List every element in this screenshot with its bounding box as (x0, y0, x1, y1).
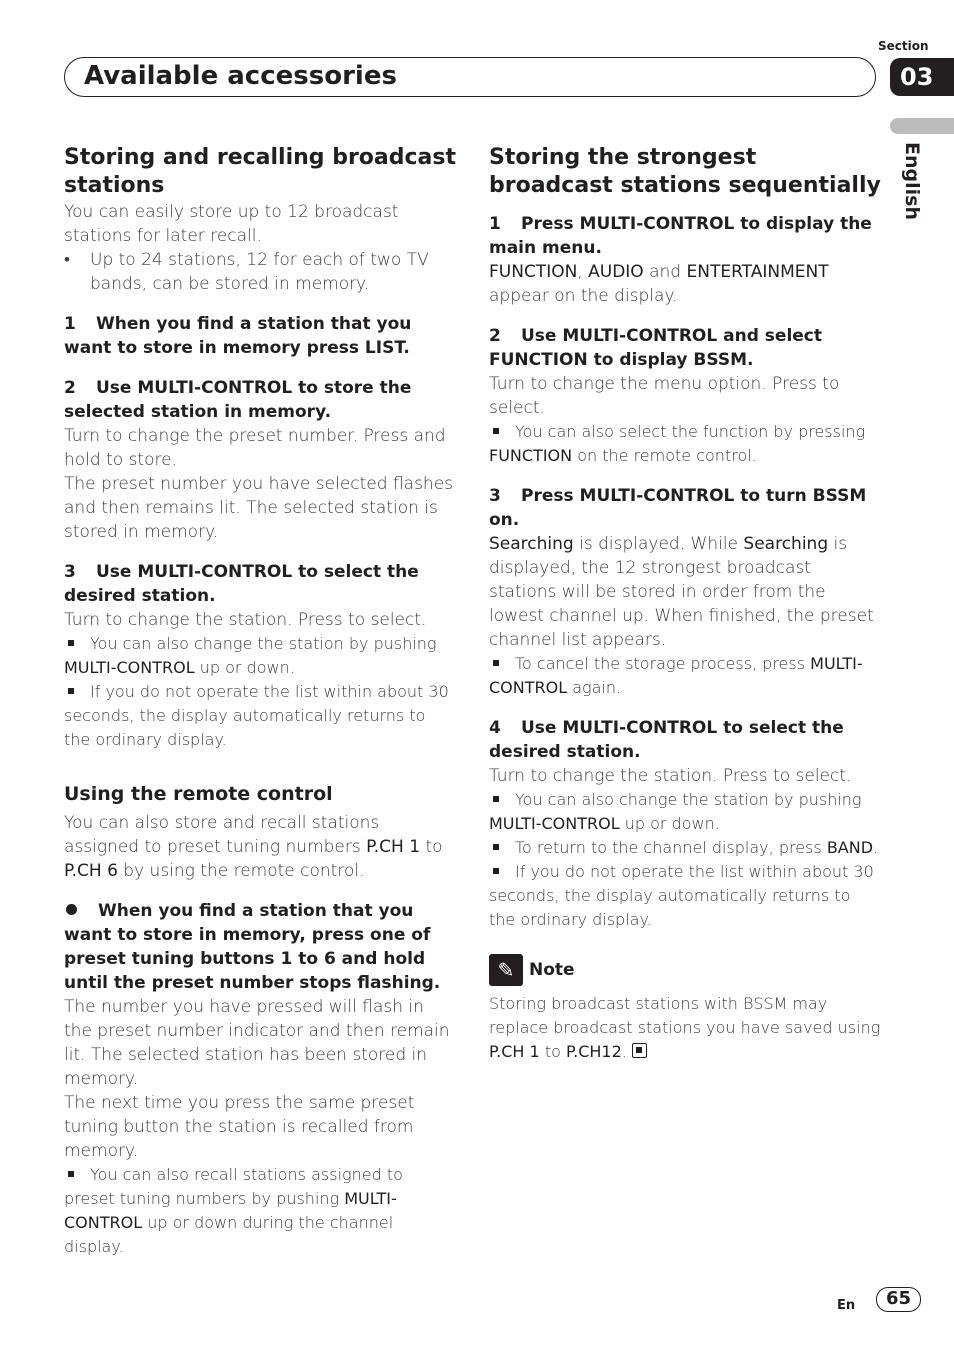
right-heading: Storing the strongest broadcast stations sequentially (489, 145, 881, 198)
square-bullet-icon (68, 688, 74, 694)
left-note-2: If you do not operate the list within about 30 seconds, the display automatically returns to the ordinary display. (64, 682, 449, 749)
left-bullet: • Up to 24 stations, 12 for each of two TV bands, can be stored in memory. (64, 248, 456, 296)
right-note-3: You can also change the station by pushing MULTI-CONTROL up or down. (489, 790, 862, 833)
right-step-4-text: Turn to change the station. Press to select. (489, 766, 852, 786)
right-note-4: To return to the channel display, press BAND. (489, 836, 881, 860)
language-label: English (901, 142, 923, 220)
left-note-3: You can also recall stations assigned to preset tuning numbers by pushing MULTI-CONTROL up or down during the channel display. (64, 1165, 403, 1256)
note-text: Storing broadcast stations with BSSM may replace broadcast stations you have saved using P.CH 1 to P.CH12. (489, 994, 881, 1061)
right-step-1-text: FUNCTION, AUDIO and ENTERTAINMENT appear on the display. (489, 262, 829, 306)
left-note-1: You can also change the station by pushing MULTI-CONTROL up or down. (64, 634, 437, 677)
right-note-1: You can also select the function by pressing FUNCTION on the remote control. (489, 422, 866, 465)
right-step-3-text: Searching is displayed. While Searching is displayed, the 12 strongest broadcast stations will be stored in order from the lowest channel up. When finished, the preset channel list appears. (489, 534, 874, 650)
left-step-2: 2 Use MULTI-CONTROL to store the selected station in memory. (64, 378, 412, 422)
square-bullet-icon (68, 640, 74, 646)
page-title: Available accessories (84, 61, 397, 91)
right-note-5: If you do not operate the list within about 30 seconds, the display automatically returns to the ordinary display. (489, 862, 874, 929)
left-step-2-text-1: Turn to change the preset number. Press and hold to store. (64, 426, 446, 470)
remote-text: You can also store and recall stations assigned to preset tuning numbers P.CH 1 to P.CH 6 by using the remote control. (64, 813, 443, 881)
left-step-1: 1 When you find a station that you want to store in memory press LIST. (64, 314, 412, 358)
language-tab (890, 118, 954, 134)
footer-language: En (837, 1298, 856, 1313)
remote-heading: Using the remote control (64, 783, 333, 805)
section-number-tab: 03 (890, 58, 954, 96)
left-step-3-text: Turn to change the station. Press to select. (64, 610, 427, 630)
square-bullet-icon (493, 660, 499, 666)
note-pencil-icon: ✎ (489, 954, 523, 986)
right-note-2: To cancel the storage process, press MULTI-CONTROL again. (489, 654, 863, 697)
left-dot-text-2: The next time you press the same preset tuning button the station is recalled from memory. (64, 1093, 415, 1161)
left-step-2-text-2: The preset number you have selected flashes and then remains lit. The selected station is stored in memory. (64, 474, 454, 542)
right-column (489, 144, 881, 1064)
left-heading: Storing and recalling broadcast stations (64, 145, 457, 198)
section-label: Section (878, 39, 929, 53)
end-mark-icon (632, 1043, 647, 1058)
page-number: 65 (876, 1287, 921, 1312)
square-bullet-icon (493, 844, 499, 850)
note-heading: ✎ Note (489, 954, 881, 986)
left-step-3: 3 Use MULTI-CONTROL to select the desired station. (64, 562, 419, 606)
bullet-dot-icon (66, 904, 77, 915)
square-bullet-icon (493, 428, 499, 434)
square-bullet-icon (493, 868, 499, 874)
left-dot-step: When you find a station that you want to store in memory, press one of preset tuning buttons 1 to 6 and hold until the preset number stops flashing. (64, 901, 441, 993)
right-step-3: 3 Press MULTI-CONTROL to turn BSSM on. (489, 486, 867, 530)
square-bullet-icon (68, 1171, 74, 1177)
left-intro: You can easily store up to 12 broadcast stations for later recall. (64, 202, 399, 246)
left-dot-text-1: The number you have pressed will flash in the preset number indicator and then remain lit. The selected station has been stored in memory. (64, 997, 450, 1089)
right-step-2-text: Turn to change the menu option. Press to select. (489, 374, 840, 418)
right-step-4: 4 Use MULTI-CONTROL to select the desired station. (489, 718, 844, 762)
right-step-1: 1 Press MULTI-CONTROL to display the main menu. (489, 214, 872, 258)
left-column (64, 144, 456, 1259)
square-bullet-icon (493, 796, 499, 802)
right-step-2: 2 Use MULTI-CONTROL and select FUNCTION to display BSSM. (489, 326, 823, 370)
